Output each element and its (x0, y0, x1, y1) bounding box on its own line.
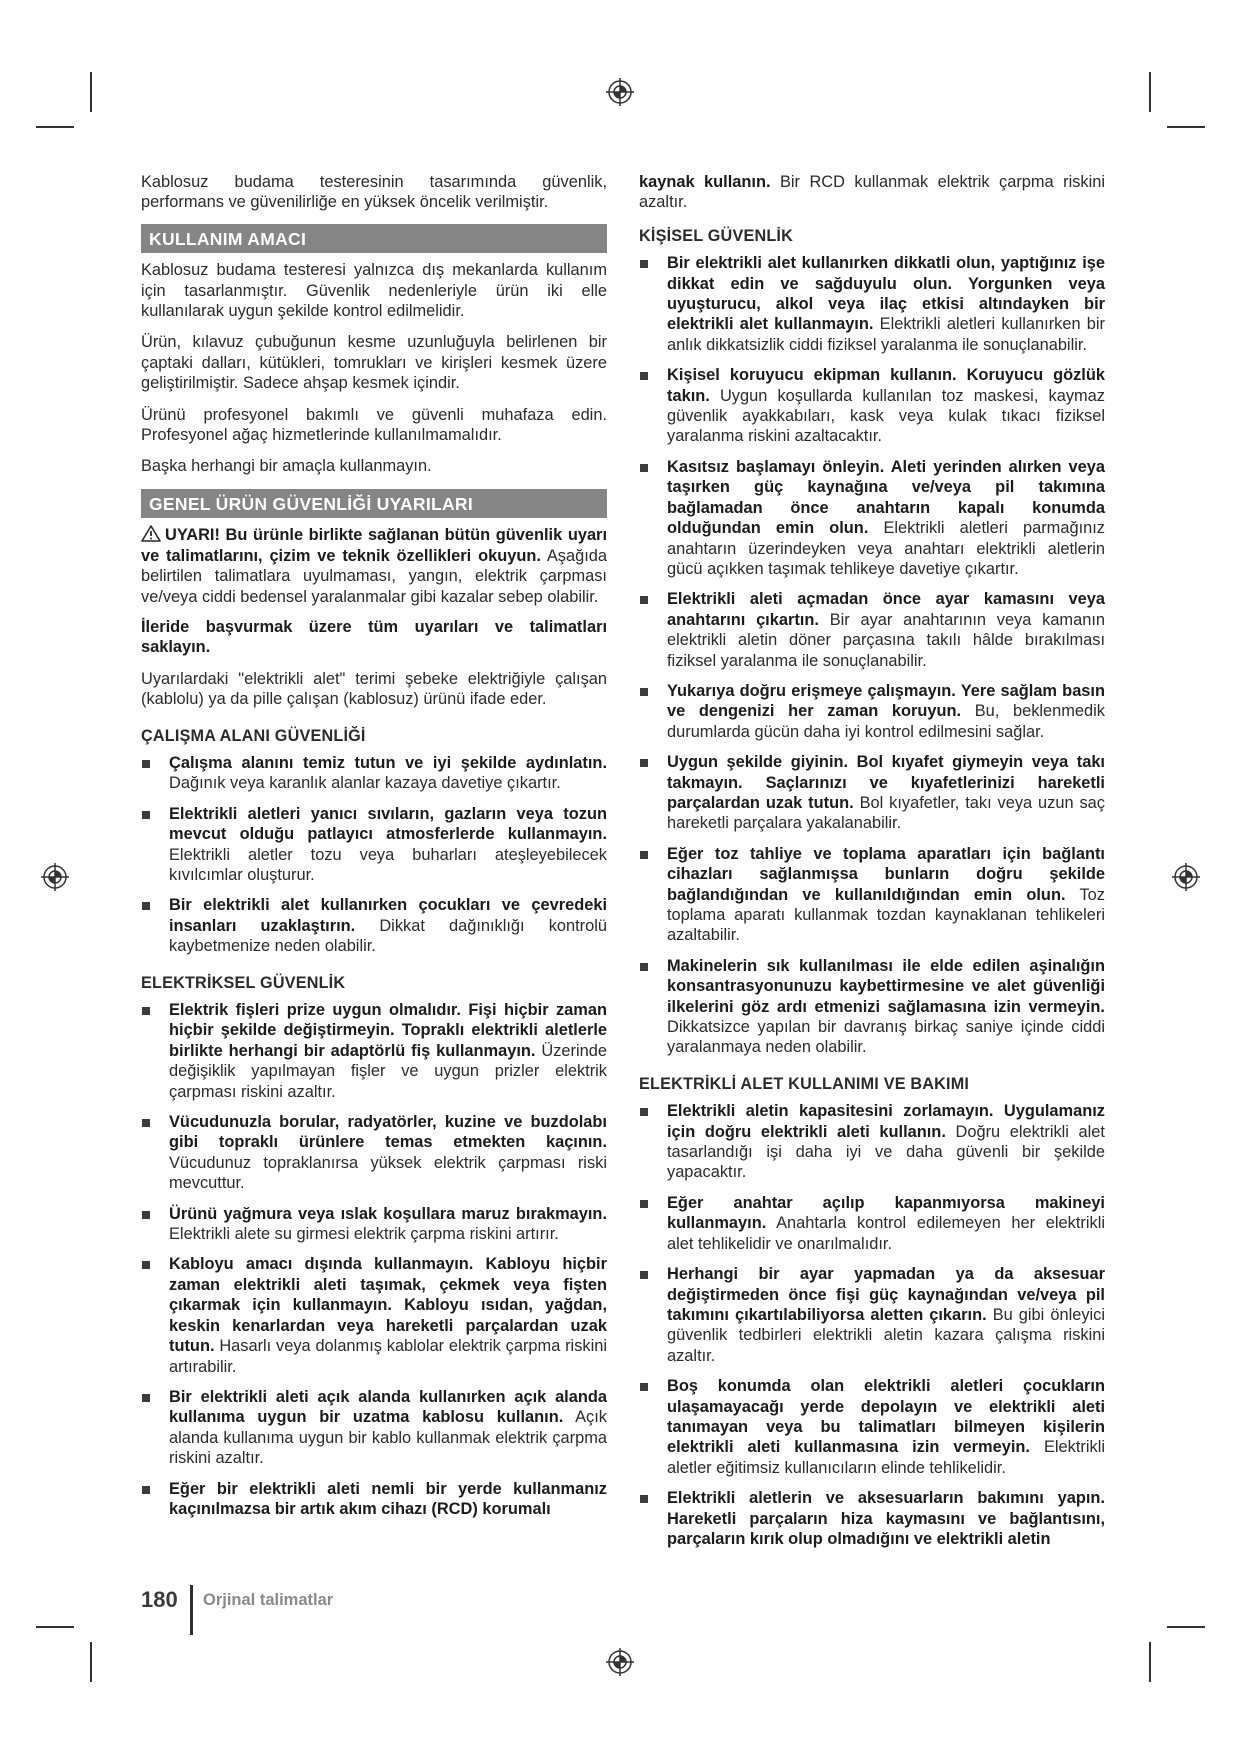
crop-mark (36, 1626, 74, 1628)
warning-paragraph (141, 525, 607, 607)
item-bold: Elektrikli aletin kapasitesini zorlamayın. Uygulamanız için doğru elektrikli aleti kullanın. (667, 1102, 1105, 1141)
item-bold: Elektrikli aletleri yanıcı sıvıların, gazların veya tozun mevcut olduğu patlayıcı atmosferlerde kullanmayın. (169, 804, 607, 844)
list-item (639, 1264, 1105, 1366)
crop-mark (1167, 126, 1205, 128)
item-bold: Kişisel koruyucu ekipman kullanın. Koruyucu gözlük takın. (667, 366, 1105, 405)
continued-bold: kaynak kullanın. (639, 173, 771, 191)
continued-text: Bir RCD kullanmak elektrik çarpma riskini azaltır. (639, 173, 1105, 212)
item-bold: Boş konumda olan elektrikli aletleri çocukların ulaşamayacağı yerde depolayın ve elektrikli aleti tanımayan veya bu talimatları bilmeyen kişilerin elektrikli aleti kullanmasına izin vermeyin. (667, 1377, 1105, 1457)
list-item (639, 365, 1105, 447)
item-text: Uygun koşullarda kullanılan toz maskesi, kaymaz güvenlik ayakkabıları, kask veya kulak tıkacı fiziksel yaralanma riskini azaltacaktır. (667, 386, 1105, 446)
list-item (141, 1479, 607, 1520)
list-item (639, 844, 1105, 946)
left-column (141, 172, 607, 1529)
item-text: Anahtarla kontrol edilemeyen her elektrikli alet tehlikelidir ve onarılmalıdır. (667, 1214, 1106, 1253)
item-bold: Uygun şekilde giyinin. Bol kıyafet giymeyin veya takı takmayın. Saçlarınızı ve kıyafetlerinizi hareketli parçalardan uzak tutun. (667, 753, 1105, 812)
item-bold: Bir elektrikli alet kullanırken çocukları ve çevredeki insanları uzaklaştırın. (169, 896, 607, 935)
footer-divider (190, 1585, 193, 1635)
continued-paragraph (639, 172, 1105, 213)
item-text: Bu, beklenmedik durumlarda gücün daha iyi kontrol edilmesini sağlar. (667, 702, 1105, 741)
list-item (639, 589, 1105, 671)
list-item (639, 1193, 1105, 1254)
crop-mark (1167, 1626, 1205, 1628)
section-banner-general-safety: GENEL ÜRÜN GÜVENLİĞİ UYARILARI (141, 489, 607, 518)
list-item (141, 1112, 607, 1194)
item-text: Vücudunuz topraklanırsa yüksek elektrik çarpması riski mevcuttur. (169, 1153, 607, 1193)
intended-use-paragraph: Ürün, kılavuz çubuğunun kesme uzunluğuyla belirlenen bir çaptaki dalları, kütükleri, tomrukları ve kirişleri kesmek üzere geliştirilmiştir. Sadece ahşap kesmek içindir. (141, 333, 607, 393)
subheading-work-area: ÇALIŞMA ALANI GÜVENLİĞİ (141, 726, 366, 745)
item-bold: Yukarıya doğru erişmeye çalışmayın. Yere sağlam basın ve dengenizi her zaman koruyun. (667, 681, 1105, 721)
right-column (639, 172, 1105, 1559)
intended-use-paragraph: Kablosuz budama testeresi yalnızca dış mekanlarda kullanım için tasarlanmıştır. Güvenlik nedenleriyle ürün iki elle kullanılarak uygun şekilde kontrol edilmelidir. (141, 261, 607, 321)
item-text: Doğru elektrikli alet tasarlandığı işi daha iyi ve daha güvenli bir şekilde yapacaktır. (667, 1122, 1105, 1182)
item-text: Bol kıyafetler, takı veya uzun saç hareketli parçalara yakalanabilir. (667, 793, 1105, 833)
item-bold: Elektrik fişleri prize uygun olmalıdır. Fişi hiçbir zaman hiçbir şekilde değiştirmeyin. Topraklı elektrikli aletlerle birlikte herhangi bir adaptörlü fiş kullanmayın. (169, 1001, 607, 1060)
intended-use-paragraph: Başka herhangi bir amaçla kullanmayın. (141, 457, 432, 476)
item-text: Dikkat dağınıklığı kontrolü kaybetmenize neden olabilir. (169, 916, 608, 956)
item-text: Açık alanda kullanıma uygun bir kablo kullanmak elektrik çarpma riskini azaltır. (169, 1408, 607, 1468)
item-bold: Kabloyu amacı dışında kullanmayın. Kabloyu hiçbir zaman elektrikli aleti taşımak, çekmek veya fişten çıkarmak için kullanmayın. Kabloyu ısıdan, yağdan, keskin kenarlardan veya hareketli parçalardan uzak tutun. (169, 1255, 607, 1356)
item-text: Üzerinde değişiklik yapılmayan fişler ve uygun prizler elektrik çarpması riskini azaltır. (169, 1041, 607, 1101)
list-item (141, 753, 607, 794)
crop-mark (1149, 72, 1151, 112)
warning-text: Aşağıda belirtilen talimatlara uyulmaması, yangın, elektrik çarpması ve/veya ciddi bedensel yaralanmalar gibi kazalar sebep olabilir. (141, 546, 607, 606)
crop-mark (90, 1642, 92, 1682)
warning-triangle-icon (141, 525, 161, 542)
list-item (639, 253, 1105, 355)
subheading-electrical: ELEKTRİKSEL GÜVENLİK (141, 973, 346, 992)
keep-instructions-note (141, 617, 607, 658)
item-bold: Elektrikli aleti açmadan önce ayar kamasını veya anahtarını çıkartın. (667, 590, 1105, 629)
item-bold: Elektrikli aletlerin ve aksesuarların bakımını yapın. Hareketli parçaların hiza kaymasını ve bağlantısını, parçaların kırık olup olmadığını ve elektrikli aletin (667, 1489, 1105, 1548)
work-area-list (141, 753, 607, 957)
list-item (639, 752, 1105, 834)
list-item (639, 457, 1105, 579)
list-item (639, 681, 1105, 742)
personal-safety-list (639, 253, 1105, 1058)
list-item (141, 1254, 607, 1376)
subheading-tool-use: ELEKTRİKLİ ALET KULLANIMI VE BAKIMI (639, 1074, 970, 1093)
electrical-list (141, 1000, 607, 1519)
item-bold: Ürünü yağmura veya ıslak koşullara maruz bırakmayın. (169, 1204, 607, 1223)
item-bold: Çalışma alanını temiz tutun ve iyi şekilde aydınlatın. (169, 753, 607, 772)
intended-use-paragraph: Ürünü profesyonel bakımlı ve güvenli muhafaza edin. Profesyonel ağaç hizmetlerinde kullanılmamalıdır. (141, 405, 607, 445)
term-note: Uyarılardaki "elektrikli alet" terimi şebeke elektriğiyle çalışan (kablolu) ya da pille çalışan (kablosuz) ürünü ifade eder. (141, 669, 607, 709)
list-item (141, 1000, 607, 1102)
footer-label: Orjinal talimatlar (203, 1591, 334, 1609)
item-bold: Bir elektrikli aleti açık alanda kullanırken açık alanda kullanıma uygun bir uzatma kablosu kullanın. (169, 1387, 607, 1427)
crop-mark (1149, 1642, 1151, 1682)
section-banner-intended-use: KULLANIM AMACI (141, 224, 607, 253)
registration-mark-icon (605, 77, 635, 107)
list-item (639, 1488, 1105, 1549)
item-text: Elektrikli aletleri parmağınız anahtarın üzerindeyken veya anahtarı elektrikli aletlerin gücü açıkken taşımak tehlikeye davetiye çıkartır. (667, 519, 1105, 578)
item-bold: Eğer toz tahliye ve toplama aparatları için bağlantı cihazları sağlanmışsa bunların doğru şekilde bağlandığından ve kullanıldığından emin olun. (667, 844, 1105, 904)
registration-mark-icon (605, 1647, 635, 1677)
tool-use-list (639, 1101, 1105, 1549)
item-text: Dikkatsizce yapılan bir davranış birkaç saniye içinde ciddi yaralanmaya neden olabilir. (667, 1018, 1105, 1057)
crop-mark (36, 126, 74, 128)
item-bold: Eğer anahtar açılıp kapanmıyorsa makineyi kullanmayın. (667, 1193, 1105, 1233)
item-bold: Herhangi bir ayar yapmadan ya da aksesuar değiştirmeden önce fişi güç kaynağından ve/veya pil takımını çıkartılabiliyorsa aletten çıkarın. (667, 1265, 1105, 1324)
keep-instructions-bold: İleride başvurmak üzere tüm uyarıları ve talimatları saklayın. (141, 617, 607, 657)
intro-paragraph: Kablosuz budama testeresinin tasarımında güvenlik, performans ve güvenilirliğe en yüksek öncelik verilmiştir. (141, 173, 607, 212)
item-bold: Kasıtsız başlamayı önleyin. Aleti yerinden alırken veya taşırken güç kaynağına ve/veya pil takımına bağlamadan önce anahtarın kapalı konumda olduğundan emin olun. (667, 457, 1105, 538)
item-text: Bir ayar anahtarının veya kamanın elektrikli aletin döner parçasına takılı hâlde bırakılması fiziksel yaralanma ile sonuçlanabilir. (667, 610, 1105, 670)
item-bold: Vücudunuzla borular, radyatörler, kuzine ve buzdolabı gibi topraklı ürünlere temas etmekten kaçının. (169, 1113, 607, 1152)
subheading-personal-safety: KİŞİSEL GÜVENLİK (639, 226, 794, 245)
item-bold: Bir elektrikli alet kullanırken dikkatli olun, yaptığınız işe dikkat edin ve sağduyulu olun. Yorgunken veya uyuşturucu, alkol veya ilaç etkisi altındayken bir elektrikli alet kullanmayın. (667, 254, 1105, 334)
list-item (639, 956, 1105, 1058)
item-bold: Makinelerin sık kullanılması ile elde edilen aşinalığın konsantrasyonunuzu kaybettirmesine ve alet güvenliği ilkelerini göz ardı etmenizi sağlamasına izin vermeyin. (667, 956, 1105, 1016)
list-item (141, 1387, 607, 1469)
registration-mark-icon (1171, 862, 1201, 892)
item-text: Hasarlı veya dolanmış kablolar elektrik çarpma riskini artırabilir. (169, 1337, 607, 1376)
item-bold: Eğer bir elektrikli aleti nemli bir yerde kullanmanız kaçınılmazsa bir artık akım cihazı (RCD) korumalı (169, 1479, 607, 1518)
item-text: Elektrikli alete su girmesi elektrik çarpma riskini artırır. (169, 1225, 559, 1244)
list-item (639, 1101, 1105, 1183)
list-item (639, 1376, 1105, 1478)
list-item (141, 895, 607, 956)
item-text: Bu gibi önleyici güvenlik tedbirleri elektrikli aletin kazara çalışma riskini azaltır. (667, 1305, 1105, 1365)
list-item (141, 804, 607, 886)
registration-mark-icon (40, 862, 70, 892)
item-text: Elektrikli aletler tozu veya buharları ateşleyebilecek kıvılcımlar oluşturur. (169, 845, 607, 884)
page-number: 180 (141, 1587, 178, 1612)
item-text: Dağınık veya karanlık alanlar kazaya davetiye çıkartır. (169, 774, 561, 793)
item-text: Elektrikli aletleri kullanırken bir anlık dikkatsizlik ciddi fiziksel yaralanma ile sonuçlanabilir. (667, 315, 1105, 354)
crop-mark (90, 72, 92, 112)
warning-bold-text: UYARI! Bu ürünle birlikte sağlanan bütün güvenlik uyarı ve talimatlarını, çizim ve teknik özellikleri okuyun. (141, 526, 607, 565)
item-text: Toz toplama aparatı kullanmak tozdan kaynaklanan tehlikeleri azaltabilir. (667, 885, 1105, 945)
item-text: Elektrikli aletler eğitimsiz kullanıcıların elinde tehlikelidir. (667, 1438, 1105, 1477)
list-item (141, 1204, 607, 1245)
